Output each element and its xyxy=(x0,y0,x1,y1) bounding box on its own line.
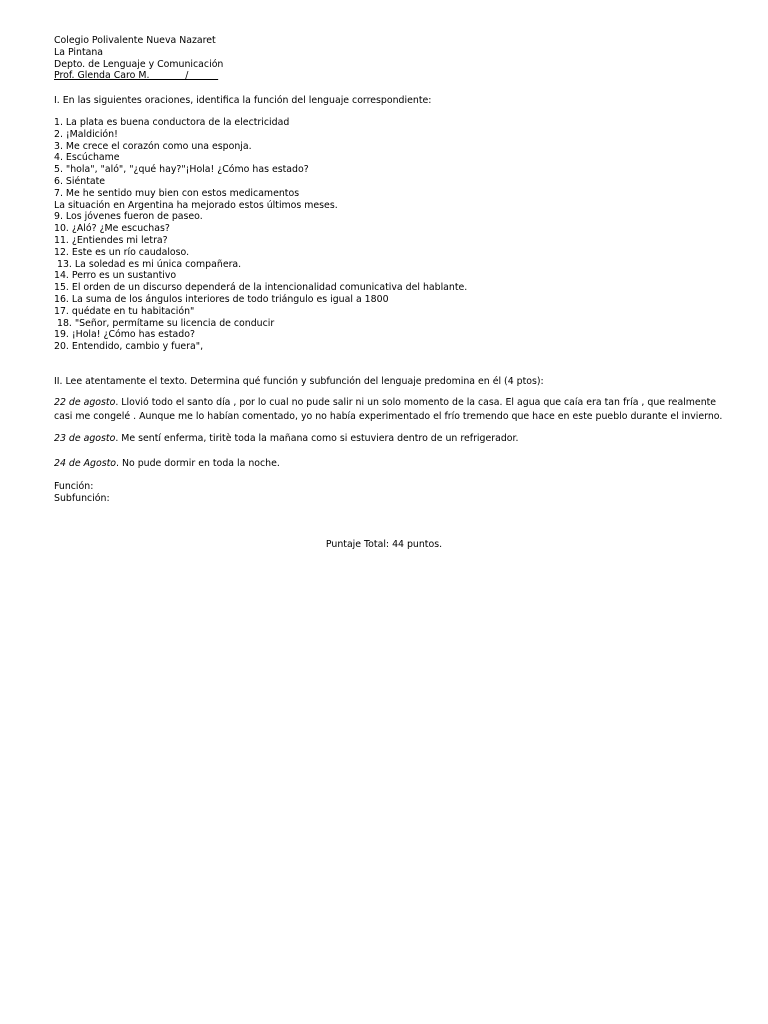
entry-date: 23 de agosto xyxy=(54,433,116,444)
list-item: 20. Entendido, cambio y fuera", xyxy=(54,341,204,353)
section1-instruction xyxy=(54,95,734,107)
section1-title: I. En las siguientes oraciones, identifica la función del lenguaje correspondiente: xyxy=(54,95,432,106)
list-item: 4. Escúchame xyxy=(54,152,120,164)
list-item: 18. "Señor, permítame su licencia de conducir xyxy=(54,317,275,329)
total-score: Puntaje Total: 44 puntos. xyxy=(325,539,443,550)
diary-entry-3 xyxy=(54,457,734,471)
section2-title: II. Lee atentamente el texto. Determina qué función y subfunción del lenguaje predomina en él (4 ptos): xyxy=(54,376,544,387)
list-item: 11. ¿Entiendes mi letra? xyxy=(54,234,168,246)
diary-entry-2 xyxy=(54,432,734,446)
list-item: 13. La soledad es mi única compañera. xyxy=(54,258,242,270)
list-item: 10. ¿Aló? ¿Me escuchas? xyxy=(54,223,170,235)
list-item: 7. Me he sentido muy bien con estos medicamentos xyxy=(54,187,300,199)
department-name: Depto. de Lenguaje y Comunicación xyxy=(54,58,224,70)
list-item: 6. Siéntate xyxy=(54,175,106,187)
list-item: 19. ¡Hola! ¿Cómo has estado? xyxy=(54,329,195,341)
list-item: 12. Este es un río caudaloso. xyxy=(54,246,190,258)
subfuncion-label: Subfunción: xyxy=(54,492,110,504)
teacher-name: Prof. Glenda Caro M. / xyxy=(54,70,219,82)
entry-date: 24 de Agosto xyxy=(54,458,117,469)
section1-items xyxy=(54,117,734,353)
entry-text: . No pude dormir en toda la noche. xyxy=(116,458,280,469)
entry-date: 22 de agosto xyxy=(54,397,116,408)
list-item: 3. Me crece el corazón como una esponja. xyxy=(54,140,252,152)
list-item: 15. El orden de un discurso dependerá de la intencionalidad comunicativa del hablante. xyxy=(54,282,468,294)
list-item: 5. "hola", "aló", "¿qué hay?"¡Hola! ¿Cómo has estado? xyxy=(54,164,309,176)
funcion-label: Función: xyxy=(54,481,94,492)
document-header xyxy=(54,35,734,82)
list-item: 1. La plata es buena conductora de la electricidad xyxy=(54,117,290,128)
list-item: 9. Los jóvenes fueron de paseo. xyxy=(54,211,203,223)
diary-entry-1 xyxy=(54,396,734,424)
list-item: 2. ¡Maldición! xyxy=(54,128,118,140)
school-location: La Pintana xyxy=(54,46,104,58)
list-item: 16. La suma de los ángulos interiores de todo triángulo es igual a 1800 xyxy=(54,293,389,305)
list-item: La situación en Argentina ha mejorado estos últimos meses. xyxy=(54,199,338,211)
answer-fields xyxy=(54,481,734,505)
list-item: 17. quédate en tu habitación" xyxy=(54,305,195,317)
school-name: Colegio Polivalente Nueva Nazaret xyxy=(54,35,216,46)
section2-instruction xyxy=(54,376,734,388)
list-item: 14. Perro es un sustantivo xyxy=(54,270,177,282)
entry-text: . Llovió todo el santo día , por lo cual no pude salir ni un solo momento de la casa. El agua que caía era tan fría , que realmente casi me congelé . Aunque me lo habían comentado, yo no había experimentado el frío tremendo que hace en este pueblo durante el invierno. xyxy=(54,397,723,422)
entry-text: . Me sentí enferma, tiritè toda la mañana como si estuviera dentro de un refrigerador. xyxy=(115,433,519,444)
